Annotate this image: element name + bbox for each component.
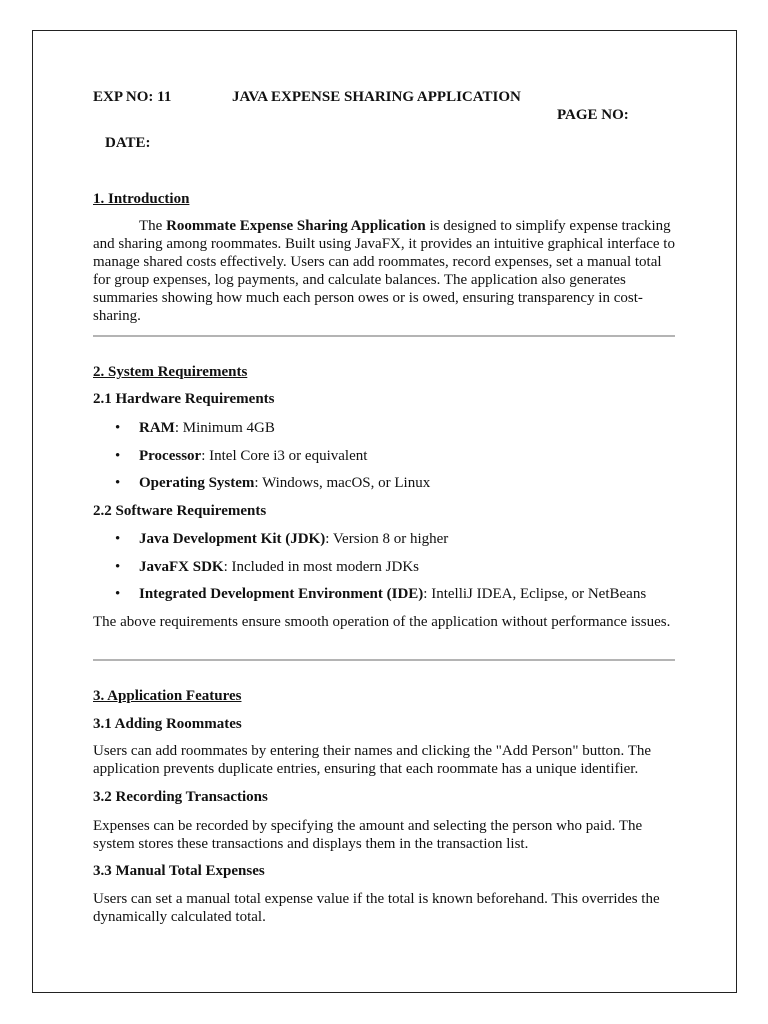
intro-heading: 1. Introduction xyxy=(93,191,190,207)
feature-1-heading: 3.1 Adding Roommates xyxy=(93,716,242,732)
hw-item-processor xyxy=(139,447,367,465)
sw-item-jdk xyxy=(139,530,448,548)
intro-rest: is designed to simplify expense tracking and sharing among roommates. Built using JavaFX, it provides an intuitive graphical interface to manage shared costs effectively. Users can add roommates, record expenses, set a manual total for group expenses, log payments, and calculate balances. The application also generates summaries showing how much each person owes or is owed, ensuring transparency in cost-sharing. xyxy=(93,218,675,324)
section-divider xyxy=(93,335,675,337)
sysreq-summary: The above requirements ensure smooth operation of the application without performance issues. xyxy=(93,614,671,630)
sw-item-value: : Included in most modern JDKs xyxy=(223,559,419,575)
feature-3-text: Users can set a manual total expense value if the total is known beforehand. This overrides the dynamically calculated total. xyxy=(93,891,660,925)
bullet-icon: • xyxy=(115,531,121,547)
feature-3-heading: 3.3 Manual Total Expenses xyxy=(93,863,265,879)
feature-1-text: Users can add roommates by entering their names and clicking the "Add Person" button. The application prevents duplicate entries, ensuring that each roommate has a unique identifier. xyxy=(93,743,652,777)
sw-item-label: Integrated Development Environment (IDE) xyxy=(139,586,424,602)
feature-2-text: Expenses can be recorded by specifying the amount and selecting the person who paid. The system stores these transactions and displays them in the transaction list. xyxy=(93,818,643,852)
hw-item-label: Processor xyxy=(139,448,202,464)
sw-item-label: JavaFX SDK xyxy=(139,559,224,575)
hw-item-value: : Windows, macOS, or Linux xyxy=(254,475,431,491)
hw-heading: 2.1 Hardware Requirements xyxy=(93,391,275,407)
sw-item-value: : Version 8 or higher xyxy=(325,531,449,547)
section-divider xyxy=(93,659,675,661)
intro-app-name: Roommate Expense Sharing Application xyxy=(166,218,426,234)
date-label: DATE: xyxy=(105,135,151,151)
hw-item-os xyxy=(139,474,430,492)
sw-item-javafx xyxy=(139,558,419,576)
hw-item-ram xyxy=(139,419,275,437)
sw-item-label: Java Development Kit (JDK) xyxy=(139,531,326,547)
hw-item-label: Operating System xyxy=(139,475,255,491)
page-no-label: PAGE NO: xyxy=(557,107,629,123)
document-title: JAVA EXPENSE SHARING APPLICATION xyxy=(232,89,521,105)
feature-2-heading: 3.2 Recording Transactions xyxy=(93,789,268,805)
sysreq-heading: 2. System Requirements xyxy=(93,364,248,380)
intro-paragraph xyxy=(93,217,678,325)
bullet-icon: • xyxy=(115,559,121,575)
bullet-icon: • xyxy=(115,475,121,491)
features-heading: 3. Application Features xyxy=(93,688,242,704)
intro-pre: The xyxy=(139,218,167,234)
sw-item-ide xyxy=(139,585,646,603)
bullet-icon: • xyxy=(115,448,121,464)
sw-item-value: : IntelliJ IDEA, Eclipse, or NetBeans xyxy=(423,586,647,602)
hw-item-value: : Intel Core i3 or equivalent xyxy=(201,448,368,464)
sw-heading: 2.2 Software Requirements xyxy=(93,503,267,519)
hw-item-value: : Minimum 4GB xyxy=(174,420,275,436)
exp-no: EXP NO: 11 xyxy=(93,89,172,105)
bullet-icon: • xyxy=(115,586,121,602)
hw-item-label: RAM xyxy=(139,420,175,436)
bullet-icon: • xyxy=(115,420,121,436)
